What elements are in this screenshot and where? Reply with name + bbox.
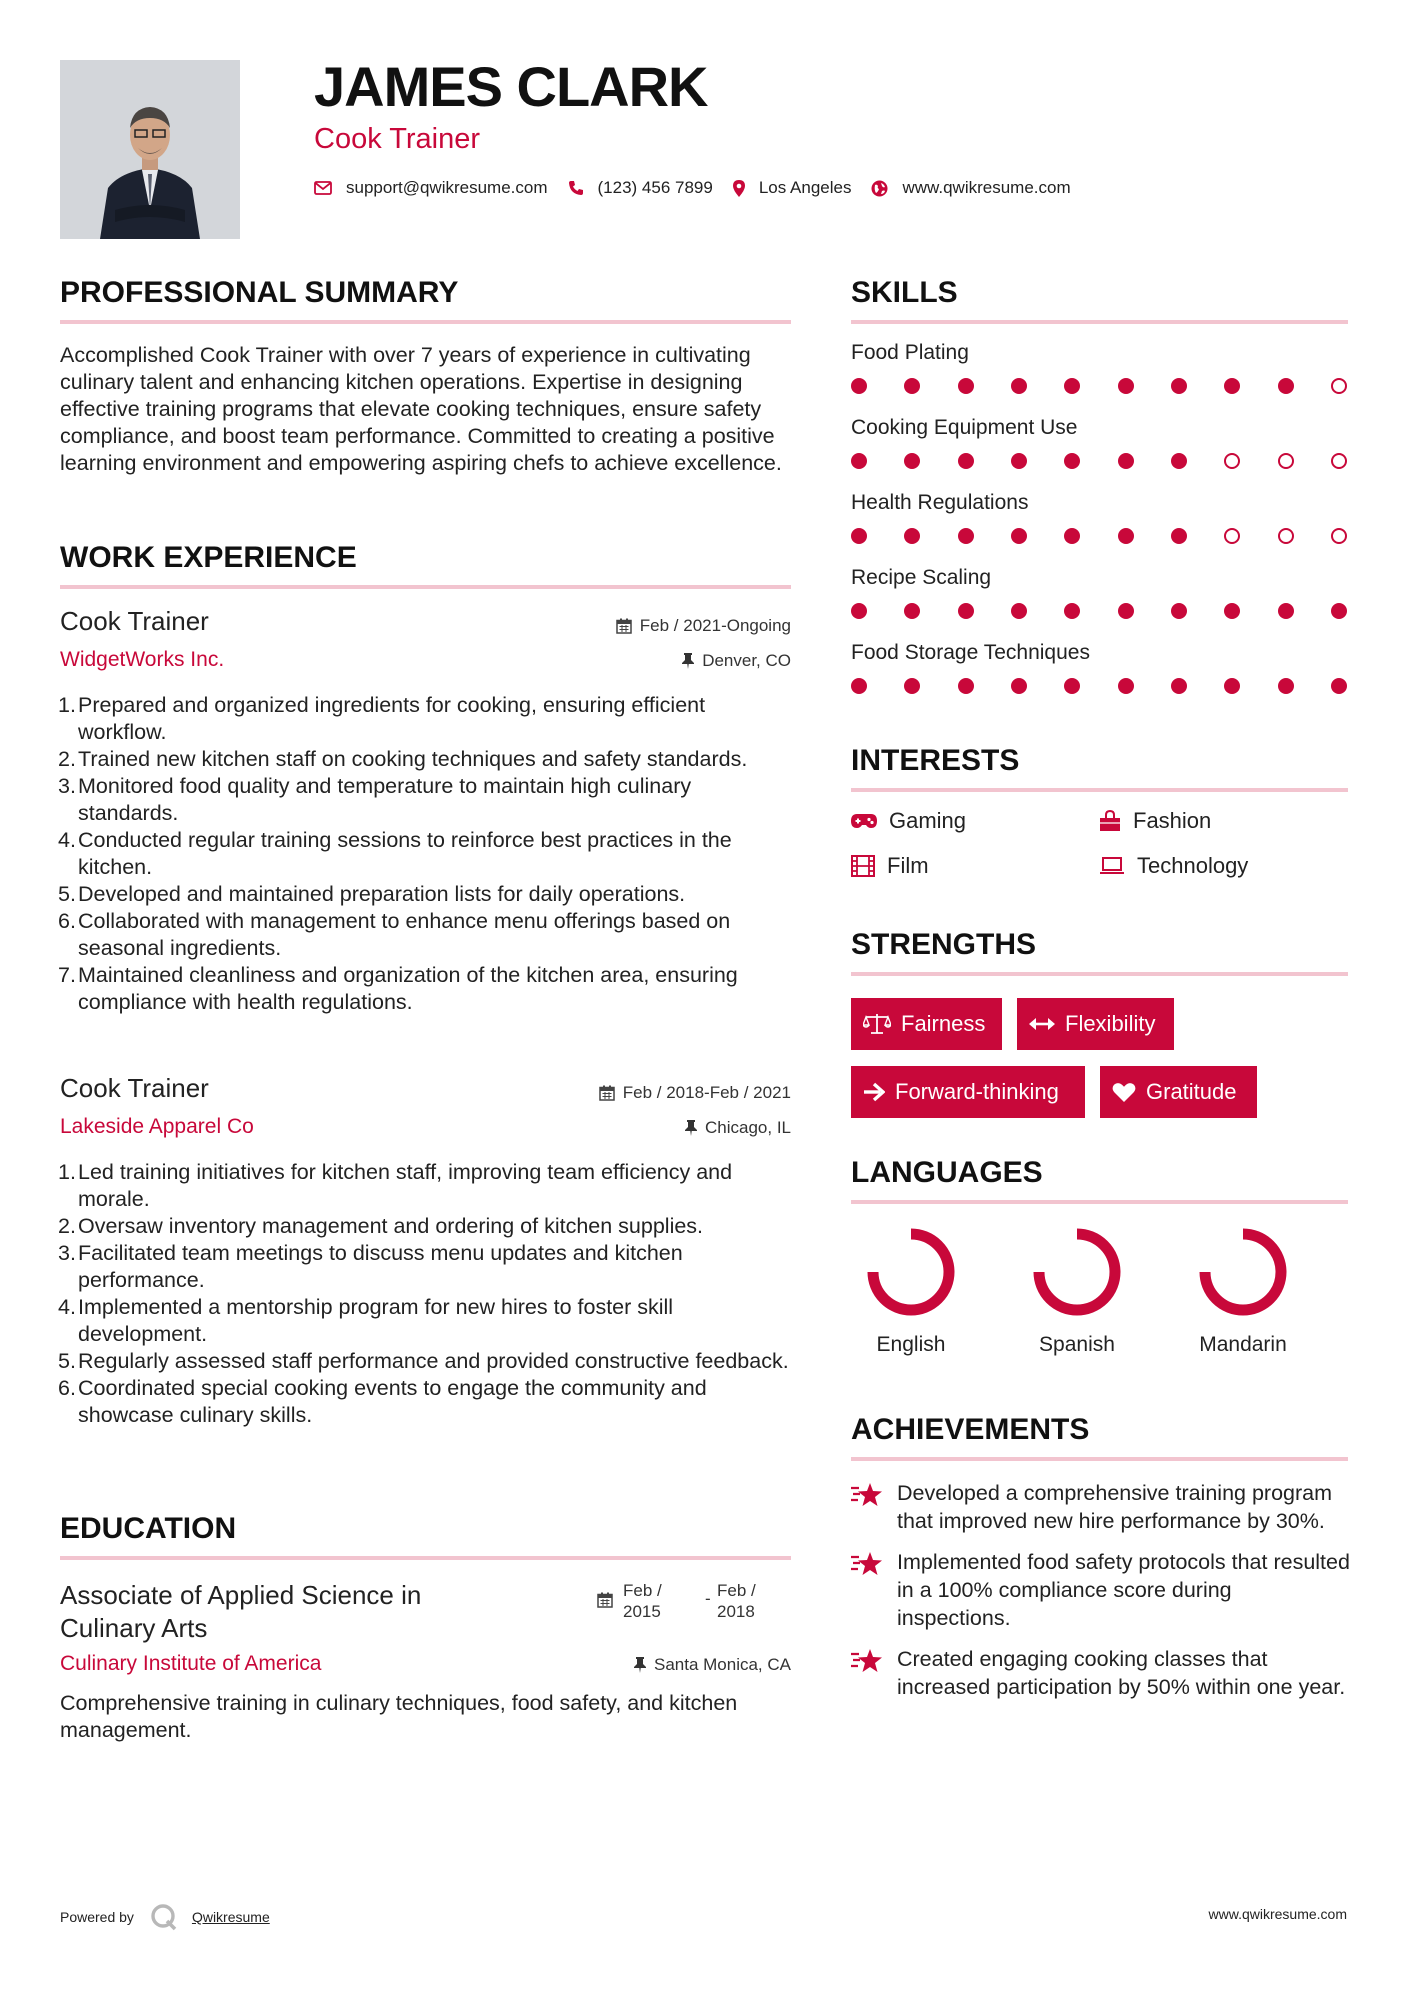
- job-entry: [60, 606, 791, 1016]
- contact-email[interactable]: [314, 178, 548, 198]
- education-description: Comprehensive training in culinary techniques, food safety, and kitchen management.: [60, 1691, 738, 1742]
- languages-divider: [851, 1200, 1348, 1204]
- strengths-heading: STRENGTHS: [851, 928, 1037, 961]
- achievement-item: [851, 1479, 1351, 1535]
- rating-dot-filled: [1064, 378, 1080, 394]
- rating-dot-filled: [1171, 453, 1187, 469]
- candidate-name: JAMES CLARK: [314, 55, 708, 118]
- rating-dot-filled: [851, 603, 867, 619]
- job-company: Lakeside Apparel Co: [60, 1115, 254, 1138]
- language-proficiency-arc: [1205, 1234, 1281, 1310]
- pushpin-icon: [682, 653, 694, 669]
- contact-email-text: support@qwikresume.com: [346, 178, 548, 197]
- achievements-list: [851, 1479, 1351, 1701]
- rating-dot-filled: [904, 378, 920, 394]
- contact-phone-text: (123) 456 7899: [597, 178, 713, 197]
- achievements-heading: ACHIEVEMENTS: [851, 1413, 1090, 1446]
- job-location: [685, 1118, 791, 1138]
- list-item: 2. Oversaw inventory management and ordering of kitchen supplies.: [58, 1214, 704, 1238]
- list-item: 2. Trained new kitchen staff on cooking techniques and safety standards.: [58, 747, 748, 771]
- list-item: 4. Conducted regular training sessions to reinforce best practices in the kitchen.: [58, 828, 732, 879]
- footer-brand-link[interactable]: Qwikresume: [191, 1909, 270, 1925]
- contact-location-text: Los Angeles: [758, 178, 852, 197]
- summary-heading: PROFESSIONAL SUMMARY: [60, 276, 459, 309]
- education-heading: EDUCATION: [60, 1512, 237, 1545]
- strength-label: Fairness: [901, 1011, 986, 1036]
- rating-dot-filled: [851, 528, 867, 544]
- degree-line: Culinary Arts: [60, 1613, 208, 1643]
- experience-divider: [60, 585, 791, 589]
- job-dates-text: Feb / 2021-Ongoing: [639, 616, 791, 635]
- list-item: 6. Coordinated special cooking events to engage the community and showcase culinary skills.: [58, 1376, 707, 1427]
- rating-dot-filled: [1171, 678, 1187, 694]
- interest-label: Gaming: [889, 808, 967, 833]
- rating-dot-filled: [1331, 603, 1347, 619]
- rating-dot-filled: [1224, 603, 1240, 619]
- interest-film: [851, 853, 929, 879]
- laptop-icon: [1099, 857, 1125, 875]
- rating-dot-filled: [1011, 453, 1027, 469]
- education-dates: Feb / 2015 - Feb / 2018: [597, 1580, 756, 1622]
- film-icon: [851, 855, 875, 877]
- rating-dot-filled: [958, 678, 974, 694]
- skill-rating: [851, 378, 1347, 394]
- calendar-icon: [599, 1085, 615, 1101]
- job-dates: [599, 1083, 791, 1103]
- rating-dot-filled: [1278, 378, 1294, 394]
- rating-dot-empty: [1331, 528, 1347, 544]
- rating-dot-filled: [1171, 603, 1187, 619]
- skill-rating: [851, 603, 1347, 619]
- language-name: Mandarin: [1199, 1333, 1287, 1356]
- powered-by-text: Powered by: [60, 1909, 134, 1925]
- strength-label: Gratitude: [1146, 1079, 1237, 1104]
- education-end: Feb / 2018: [717, 1581, 756, 1621]
- contact-location: [733, 178, 852, 198]
- rating-dot-filled: [958, 378, 974, 394]
- list-item: 7. Maintained cleanliness and organization of the kitchen area, ensuring compliance with health regulations.: [58, 963, 738, 1014]
- achievement-item: [851, 1645, 1351, 1701]
- skill-name: Cooking Equipment Use: [851, 416, 1078, 439]
- list-item: 3. Monitored food quality and temperature to maintain high culinary standards.: [58, 774, 692, 825]
- star-award-icon: [851, 1482, 883, 1508]
- rating-dot-filled: [904, 528, 920, 544]
- rating-dot-filled: [904, 453, 920, 469]
- strength-label: Forward-thinking: [895, 1079, 1059, 1104]
- list-item: 5. Developed and maintained preparation lists for daily operations.: [58, 882, 686, 906]
- rating-dot-filled: [1171, 378, 1187, 394]
- rating-dot-filled: [1118, 528, 1134, 544]
- rating-dot-filled: [1278, 603, 1294, 619]
- job-responsibilities: [60, 1159, 791, 1429]
- rating-dot-filled: [1118, 453, 1134, 469]
- pushpin-icon: [634, 1657, 646, 1673]
- rating-dot-filled: [1011, 678, 1027, 694]
- star-award-icon: [851, 1648, 883, 1674]
- contact-website-text: www.qwikresume.com: [902, 178, 1071, 197]
- interest-label: Technology: [1137, 853, 1249, 878]
- achievements-divider: [851, 1457, 1348, 1461]
- interest-fashion: [1099, 808, 1211, 834]
- education-location-text: Santa Monica, CA: [653, 1655, 791, 1674]
- skill-name: Food Plating: [851, 341, 969, 364]
- language-gauge: [1007, 1222, 1147, 1332]
- rating-dot-filled: [1118, 378, 1134, 394]
- arrow-right-icon: [863, 1082, 885, 1102]
- language-proficiency-arc: [1039, 1234, 1115, 1310]
- rating-dot-filled: [1011, 528, 1027, 544]
- contact-website[interactable]: [871, 178, 1070, 198]
- strength-badge: [851, 998, 1002, 1050]
- degree-line: Associate of Applied Science in: [60, 1580, 422, 1610]
- rating-dot-filled: [851, 378, 867, 394]
- job-location-text: Chicago, IL: [705, 1118, 791, 1137]
- list-item: 1. Prepared and organized ingredients for cooking, ensuring efficient workflow.: [58, 693, 706, 744]
- rating-dot-filled: [851, 453, 867, 469]
- rating-dot-filled: [1064, 528, 1080, 544]
- skill-rating: [851, 528, 1347, 544]
- skill-item: [851, 566, 1351, 641]
- degree-title: [60, 1579, 421, 1645]
- skill-name: Health Regulations: [851, 491, 1029, 514]
- globe-icon: [871, 180, 888, 197]
- double-arrow-icon: [1029, 1017, 1055, 1031]
- phone-icon: [568, 180, 584, 196]
- summary-text: Accomplished Cook Trainer with over 7 years of experience in cultivating culinary talent and enhancing kitchen operations. Expertise in designing effective training programs that elevate cooking techniques, ensure safety compliance, and boost team performance. Committed to creating a positive learning environment and empowering aspiring chefs to achieve excellence.: [60, 343, 782, 475]
- job-dates: [616, 616, 791, 636]
- calendar-icon: [597, 1592, 613, 1608]
- achievement-text: Created engaging cooking classes that increased participation by 50% within one year.: [897, 1647, 1346, 1699]
- rating-dot-filled: [958, 603, 974, 619]
- interest-gaming: [851, 808, 966, 834]
- job-location-text: Denver, CO: [702, 651, 791, 670]
- language-item: [1007, 1222, 1147, 1357]
- strength-badge: [1100, 1066, 1257, 1118]
- list-item: 6. Collaborated with management to enhance menu offerings based on seasonal ingredients.: [58, 909, 731, 960]
- interest-label: Film: [887, 853, 929, 878]
- education-start: Feb / 2015: [623, 1581, 662, 1621]
- rating-dot-empty: [1224, 453, 1240, 469]
- language-gauge: [1173, 1222, 1313, 1332]
- gamepad-icon: [851, 813, 877, 829]
- rating-dot-empty: [1331, 453, 1347, 469]
- job-title: Cook Trainer: [60, 1073, 209, 1103]
- skill-rating: [851, 678, 1347, 694]
- rating-dot-filled: [1011, 378, 1027, 394]
- rating-dot-filled: [1331, 678, 1347, 694]
- job-company: WidgetWorks Inc.: [60, 648, 225, 671]
- rating-dot-filled: [1278, 678, 1294, 694]
- summary-divider: [60, 320, 791, 324]
- skill-item: [851, 416, 1351, 491]
- rating-dot-filled: [1064, 678, 1080, 694]
- rating-dot-filled: [904, 678, 920, 694]
- rating-dot-filled: [851, 678, 867, 694]
- language-proficiency-arc: [873, 1234, 949, 1310]
- list-item: 5. Regularly assessed staff performance and provided constructive feedback.: [58, 1349, 789, 1373]
- balance-scale-icon: [863, 1013, 891, 1035]
- interests-heading: INTERESTS: [851, 744, 1020, 777]
- rating-dot-filled: [1011, 603, 1027, 619]
- contact-bar: [314, 178, 1091, 198]
- interest-technology: [1099, 853, 1248, 879]
- skill-item: [851, 341, 1351, 416]
- languages-list: [841, 1222, 1361, 1372]
- rating-dot-empty: [1278, 528, 1294, 544]
- map-pin-icon: [733, 180, 745, 197]
- job-location: [682, 651, 791, 671]
- rating-dot-empty: [1278, 453, 1294, 469]
- school-name: Culinary Institute of America: [60, 1652, 322, 1675]
- job-title: Cook Trainer: [60, 606, 209, 636]
- education-location: [634, 1655, 791, 1675]
- footer-powered-by: [60, 1903, 270, 1931]
- list-item: 4. Implemented a mentorship program for new hires to foster skill development.: [58, 1295, 674, 1346]
- envelope-icon: [314, 181, 332, 195]
- footer-website[interactable]: www.qwikresume.com: [1208, 1906, 1347, 1922]
- achievement-text: Implemented food safety protocols that resulted in a 100% compliance score during inspections.: [897, 1550, 1350, 1630]
- job-entry: [60, 1073, 791, 1429]
- language-name: Spanish: [1039, 1333, 1115, 1356]
- star-award-icon: [851, 1551, 883, 1577]
- candidate-title: Cook Trainer: [314, 123, 481, 155]
- profile-photo: [60, 60, 240, 239]
- interest-label: Fashion: [1133, 808, 1212, 833]
- pushpin-icon: [685, 1120, 697, 1136]
- rating-dot-filled: [904, 603, 920, 619]
- language-name: English: [876, 1333, 946, 1356]
- list-item: 1. Led training initiatives for kitchen staff, improving team efficiency and morale.: [58, 1160, 733, 1211]
- skill-item: [851, 491, 1351, 566]
- rating-dot-filled: [958, 453, 974, 469]
- strength-label: Flexibility: [1065, 1011, 1156, 1036]
- language-gauge: [841, 1222, 981, 1332]
- skill-name: Recipe Scaling: [851, 566, 992, 589]
- shopping-bag-icon: [1099, 810, 1121, 832]
- rating-dot-filled: [958, 528, 974, 544]
- language-item: [1173, 1222, 1313, 1357]
- rating-dot-filled: [1118, 603, 1134, 619]
- strength-badge: [1017, 998, 1174, 1050]
- calendar-icon: [616, 618, 632, 634]
- languages-heading: LANGUAGES: [851, 1156, 1043, 1189]
- interests-divider: [851, 788, 1348, 792]
- rating-dot-filled: [1171, 528, 1187, 544]
- rating-dot-filled: [1224, 678, 1240, 694]
- rating-dot-filled: [1224, 378, 1240, 394]
- skills-divider: [851, 320, 1348, 324]
- skill-name: Food Storage Techniques: [851, 641, 1090, 664]
- job-responsibilities: [60, 692, 791, 1016]
- skill-item: [851, 641, 1351, 716]
- achievement-item: [851, 1548, 1351, 1632]
- strengths-divider: [851, 972, 1348, 976]
- contact-phone[interactable]: [568, 178, 713, 198]
- job-dates-text: Feb / 2018-Feb / 2021: [622, 1083, 791, 1102]
- qwikresume-logo-icon: [150, 1903, 178, 1931]
- skills-heading: SKILLS: [851, 276, 958, 309]
- education-divider: [60, 1556, 791, 1560]
- rating-dot-filled: [1064, 453, 1080, 469]
- rating-dot-empty: [1331, 378, 1347, 394]
- achievement-text: Developed a comprehensive training program that improved new hire performance by 30%.: [897, 1481, 1333, 1533]
- skills-list: [851, 341, 1351, 716]
- rating-dot-filled: [1064, 603, 1080, 619]
- list-item: 3. Facilitated team meetings to discuss menu updates and kitchen performance.: [58, 1241, 683, 1292]
- experience-heading: WORK EXPERIENCE: [60, 541, 357, 574]
- rating-dot-empty: [1224, 528, 1240, 544]
- heart-icon: [1112, 1082, 1136, 1103]
- strength-badge: [851, 1066, 1085, 1118]
- language-item: [841, 1222, 981, 1357]
- skill-rating: [851, 453, 1347, 469]
- rating-dot-filled: [1118, 678, 1134, 694]
